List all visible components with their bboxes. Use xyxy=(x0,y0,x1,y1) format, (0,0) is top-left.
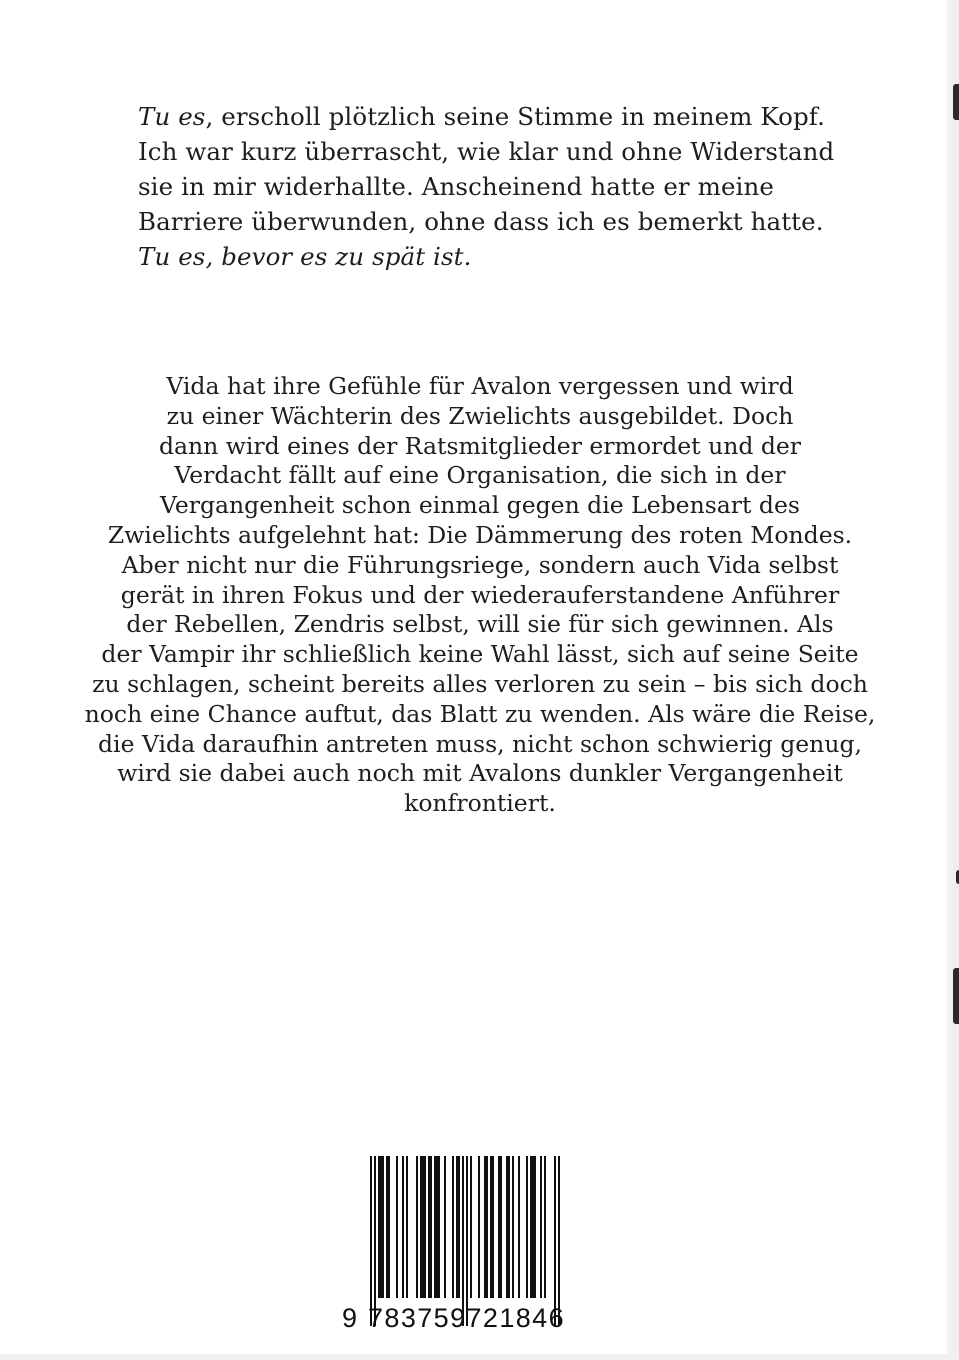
barcode-bar xyxy=(436,1156,438,1298)
isbn-number xyxy=(342,1303,586,1333)
bottom-edge xyxy=(0,1354,959,1360)
excerpt-line-3: sie in mir widerhallte. Anscheinend hatte er meine xyxy=(138,172,774,201)
barcode-bar xyxy=(378,1156,380,1298)
barcode-bar xyxy=(484,1156,486,1298)
barcode-bar xyxy=(434,1156,436,1298)
barcode-bar xyxy=(380,1156,382,1298)
barcode-bar xyxy=(386,1156,388,1298)
barcode-bar xyxy=(540,1156,542,1298)
barcode-bar xyxy=(486,1156,488,1298)
barcode-bar xyxy=(406,1156,408,1298)
barcode-bar xyxy=(478,1156,480,1298)
barcode-bar xyxy=(430,1156,432,1298)
blurb-line: dann wird eines der Ratsmitglieder ermordet und der xyxy=(158,431,802,460)
blurb-line: zu einer Wächterin des Zwielichts ausgebildet. Doch xyxy=(166,401,794,430)
excerpt-line-1: Tu es, erscholl plötzlich seine Stimme in meinem Kopf. xyxy=(138,102,825,131)
blurb-line: der Vampir ihr schließlich keine Wahl lässt, sich auf seine Seite xyxy=(101,640,859,669)
barcode-bar xyxy=(370,1156,372,1326)
barcode-bar xyxy=(462,1156,464,1326)
barcode-bar xyxy=(422,1156,424,1298)
barcode-bar xyxy=(554,1156,556,1326)
barcode-bar xyxy=(382,1156,384,1298)
blurb-line: Verdacht fällt auf eine Organisation, die sich in der xyxy=(174,461,786,490)
blurb-line: Zwielichts aufgelehnt hat: Die Dämmerung des roten Mondes. xyxy=(107,520,853,549)
barcode-bar xyxy=(544,1156,546,1298)
barcode-bar xyxy=(438,1156,440,1298)
blurb-line: der Rebellen, Zendris selbst, will sie für sich gewinnen. Als xyxy=(126,610,834,639)
excerpt-line-4: Barriere überwunden, ohne dass ich es bemerkt hatte. xyxy=(138,207,824,236)
barcode-bar xyxy=(498,1156,500,1298)
blurb-line: noch eine Chance auftut, das Blatt zu wenden. Als wäre die Reise, xyxy=(84,699,876,728)
barcode-bar xyxy=(518,1156,520,1298)
isbn-lead-digit: 9 xyxy=(342,1303,359,1333)
excerpt-italic-tu-es: Tu es xyxy=(138,102,206,131)
excerpt-line-2: Ich war kurz überrascht, wie klar und ohne Widerstand xyxy=(138,137,835,166)
adjacent-page-edge xyxy=(947,0,959,1360)
barcode-bar xyxy=(444,1156,446,1298)
barcode-bar xyxy=(506,1156,508,1298)
excerpt-line-5: Tu es, bevor es zu spät ist. xyxy=(138,242,472,271)
barcode-bar xyxy=(424,1156,426,1298)
edge-mark xyxy=(953,84,959,120)
barcode-bar xyxy=(492,1156,494,1298)
barcode-bar xyxy=(534,1156,536,1298)
barcode-bar xyxy=(388,1156,390,1298)
edge-mark xyxy=(953,968,959,1024)
barcode-bar xyxy=(470,1156,472,1298)
blurb-line: konfrontiert. xyxy=(404,789,556,818)
isbn-digits: 783759721846 xyxy=(368,1303,565,1333)
barcode-bar xyxy=(512,1156,514,1298)
blurb-line: Vergangenheit schon einmal gegen die Lebensart des xyxy=(160,491,800,520)
barcode-bar xyxy=(456,1156,458,1298)
excerpt-quote xyxy=(138,99,878,274)
barcode-bar xyxy=(416,1156,418,1298)
barcode-bar xyxy=(466,1156,468,1326)
barcode-bar xyxy=(530,1156,532,1298)
barcode-bar xyxy=(420,1156,422,1298)
blurb-line: wird sie dabei auch noch mit Avalons dunkler Vergangenheit xyxy=(117,759,843,788)
blurb-line: die Vida daraufhin antreten muss, nicht schon schwierig genug, xyxy=(98,729,862,758)
barcode-bar xyxy=(490,1156,492,1298)
barcode-bar xyxy=(458,1156,460,1298)
barcode-bar xyxy=(396,1156,398,1298)
blurb-line: Vida hat ihre Gefühle für Avalon vergessen und wird xyxy=(166,372,794,400)
blurb-line: zu schlagen, scheint bereits alles verloren zu sein – bis sich doch xyxy=(92,669,868,698)
barcode-bar xyxy=(452,1156,454,1298)
barcode-bar xyxy=(374,1156,376,1326)
barcode-bar xyxy=(526,1156,528,1298)
blurb-line: Aber nicht nur die Führungsriege, sondern auch Vida selbst xyxy=(121,550,839,579)
barcode-bar xyxy=(428,1156,430,1298)
barcode-bar xyxy=(500,1156,502,1298)
blurb-text xyxy=(60,372,900,819)
barcode-bar xyxy=(558,1156,560,1326)
barcode-bar xyxy=(508,1156,510,1298)
barcode-bar xyxy=(402,1156,404,1298)
barcode-bar xyxy=(532,1156,534,1298)
blurb-line: gerät in ihren Fokus und der wiederauferstandene Anführer xyxy=(120,580,840,609)
